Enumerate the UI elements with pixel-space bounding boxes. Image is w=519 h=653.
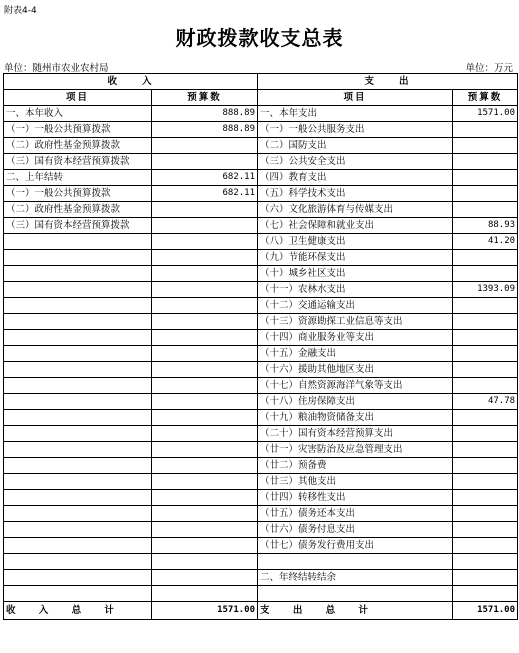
total-row	[4, 602, 518, 620]
income-item-label	[4, 586, 152, 602]
expense-item-value	[453, 138, 518, 154]
table-row	[4, 554, 518, 570]
income-item-value	[152, 506, 258, 522]
expense-item-label: （五）科学技术支出	[258, 186, 453, 202]
column-header-row	[4, 90, 518, 106]
table-row	[4, 586, 518, 602]
expense-item-label: （十三）资源勘探工业信息等支出	[258, 314, 453, 330]
income-item-value	[152, 346, 258, 362]
expense-item-value	[453, 202, 518, 218]
expense-item-label: （十八）住房保障支出	[258, 394, 453, 410]
income-item-label	[4, 314, 152, 330]
table-row	[4, 186, 518, 202]
table-row	[4, 378, 518, 394]
income-item-value: 682.11	[152, 170, 258, 186]
expense-item-label: （廿一）灾害防治及应急管理支出	[258, 442, 453, 458]
income-item-value	[152, 378, 258, 394]
expense-item-value	[453, 506, 518, 522]
income-item-value	[152, 410, 258, 426]
table-row	[4, 346, 518, 362]
expense-item-label: （廿四）转移性支出	[258, 490, 453, 506]
table-row	[4, 538, 518, 554]
income-item-value	[152, 298, 258, 314]
total-income-value: 1571.00	[152, 602, 258, 620]
total-expense-value: 1571.00	[453, 602, 518, 620]
expense-item-value	[453, 330, 518, 346]
income-item-label	[4, 394, 152, 410]
income-item-value	[152, 554, 258, 570]
expense-item-value: 41.20	[453, 234, 518, 250]
income-item-label	[4, 490, 152, 506]
expense-item-label: （八）卫生健康支出	[258, 234, 453, 250]
unit-currency: 单位：万元	[465, 63, 513, 74]
expense-item-value	[453, 154, 518, 170]
income-item-header: 项目	[4, 90, 152, 106]
expense-item-value	[453, 170, 518, 186]
income-item-label	[4, 458, 152, 474]
expense-item-label: （十六）援助其他地区支出	[258, 362, 453, 378]
expense-item-value	[453, 522, 518, 538]
income-item-label	[4, 330, 152, 346]
expense-header: 支 出	[258, 74, 518, 90]
income-item-value	[152, 426, 258, 442]
table-row	[4, 218, 518, 234]
income-item-label: 一、本年收入	[4, 106, 152, 122]
income-item-label	[4, 442, 152, 458]
income-item-value	[152, 362, 258, 378]
unit-org: 单位：随州市农业农村局	[4, 63, 109, 74]
income-item-value	[152, 394, 258, 410]
expense-item-value	[453, 570, 518, 586]
expense-item-label: （十九）粮油物资储备支出	[258, 410, 453, 426]
income-item-value	[152, 314, 258, 330]
income-item-value	[152, 570, 258, 586]
expense-item-label: （十七）自然资源海洋气象等支出	[258, 378, 453, 394]
income-budget-header: 预算数	[152, 90, 258, 106]
income-header: 收 入	[4, 74, 258, 90]
table-row	[4, 234, 518, 250]
income-item-label: （一）一般公共预算拨款	[4, 122, 152, 138]
table-row	[4, 458, 518, 474]
table-row	[4, 122, 518, 138]
expense-item-value	[453, 346, 518, 362]
expense-item-header: 项目	[258, 90, 453, 106]
expense-item-label: （一）一般公共服务支出	[258, 122, 453, 138]
income-item-label	[4, 522, 152, 538]
table-row	[4, 522, 518, 538]
income-item-label	[4, 570, 152, 586]
expense-item-value: 1571.00	[453, 106, 518, 122]
expense-item-label: （十二）交通运输支出	[258, 298, 453, 314]
expense-item-value	[453, 362, 518, 378]
table-row	[4, 138, 518, 154]
income-item-label	[4, 234, 152, 250]
expense-budget-header: 预算数	[453, 90, 518, 106]
income-item-value	[152, 538, 258, 554]
expense-item-value	[453, 426, 518, 442]
income-item-value	[152, 522, 258, 538]
table-row	[4, 474, 518, 490]
income-item-value	[152, 138, 258, 154]
income-item-label: （三）国有资本经营预算拨款	[4, 218, 152, 234]
income-item-value	[152, 154, 258, 170]
table-row	[4, 410, 518, 426]
expense-item-value	[453, 586, 518, 602]
table-row	[4, 282, 518, 298]
income-item-label	[4, 266, 152, 282]
table-row	[4, 330, 518, 346]
expense-item-value	[453, 378, 518, 394]
income-item-label	[4, 362, 152, 378]
income-item-label	[4, 538, 152, 554]
table-row	[4, 394, 518, 410]
income-item-value	[152, 218, 258, 234]
table-row	[4, 426, 518, 442]
income-item-value	[152, 282, 258, 298]
income-item-label: （一）一般公共预算拨款	[4, 186, 152, 202]
income-item-label	[4, 506, 152, 522]
income-item-label	[4, 378, 152, 394]
income-item-label	[4, 426, 152, 442]
expense-item-label	[258, 554, 453, 570]
page-title: 财政拨款收支总表	[175, 26, 344, 50]
income-item-value	[152, 458, 258, 474]
income-item-label	[4, 474, 152, 490]
income-item-value: 888.89	[152, 106, 258, 122]
income-item-value: 682.11	[152, 186, 258, 202]
table-row	[4, 298, 518, 314]
fiscal-summary-table	[3, 73, 518, 620]
income-item-label: 二、上年结转	[4, 170, 152, 186]
income-item-label	[4, 346, 152, 362]
total-expense-label: 支 出 总 计	[258, 602, 453, 620]
expense-item-label: （廿三）其他支出	[258, 474, 453, 490]
expense-item-label: （三）公共安全支出	[258, 154, 453, 170]
table-row	[4, 202, 518, 218]
table-row	[4, 362, 518, 378]
section-header-row	[4, 74, 518, 90]
expense-item-label	[258, 586, 453, 602]
income-item-value	[152, 250, 258, 266]
expense-item-value: 47.78	[453, 394, 518, 410]
income-item-label	[4, 410, 152, 426]
income-item-value	[152, 490, 258, 506]
expense-item-label: （九）节能环保支出	[258, 250, 453, 266]
expense-item-label: （十四）商业服务业等支出	[258, 330, 453, 346]
expense-item-label: （七）社会保障和就业支出	[258, 218, 453, 234]
table-row	[4, 506, 518, 522]
income-item-label: （二）政府性基金预算拨款	[4, 138, 152, 154]
income-item-value	[152, 330, 258, 346]
expense-item-value	[453, 410, 518, 426]
expense-item-label: （二）国防支出	[258, 138, 453, 154]
table-row	[4, 106, 518, 122]
expense-item-value	[453, 298, 518, 314]
expense-item-value	[453, 458, 518, 474]
table-row	[4, 442, 518, 458]
table-row	[4, 250, 518, 266]
expense-item-value: 1393.09	[453, 282, 518, 298]
expense-item-label: （廿六）债务付息支出	[258, 522, 453, 538]
expense-item-label: （六）文化旅游体育与传媒支出	[258, 202, 453, 218]
expense-item-label: （廿七）债务发行费用支出	[258, 538, 453, 554]
expense-item-label: （二十）国有资本经营预算支出	[258, 426, 453, 442]
expense-item-value	[453, 122, 518, 138]
expense-item-value	[453, 186, 518, 202]
expense-item-value	[453, 250, 518, 266]
expense-item-label: （十五）金融支出	[258, 346, 453, 362]
expense-item-value	[453, 554, 518, 570]
table-note: 附表4-4	[4, 6, 37, 16]
table-row	[4, 154, 518, 170]
table-row	[4, 570, 518, 586]
income-item-label	[4, 250, 152, 266]
expense-item-value	[453, 490, 518, 506]
income-item-label: （二）政府性基金预算拨款	[4, 202, 152, 218]
income-item-value	[152, 234, 258, 250]
expense-item-label: （廿二）预备费	[258, 458, 453, 474]
table-row	[4, 490, 518, 506]
expense-item-value	[453, 314, 518, 330]
income-item-label: （三）国有资本经营预算拨款	[4, 154, 152, 170]
income-item-value	[152, 202, 258, 218]
expense-item-label: （十）城乡社区支出	[258, 266, 453, 282]
expense-item-label: （十一）农林水支出	[258, 282, 453, 298]
expense-item-label: 一、本年支出	[258, 106, 453, 122]
income-item-value	[152, 474, 258, 490]
income-item-value	[152, 586, 258, 602]
income-item-label	[4, 298, 152, 314]
expense-item-value	[453, 442, 518, 458]
table-row	[4, 314, 518, 330]
expense-item-label: （四）教育支出	[258, 170, 453, 186]
expense-item-label: 二、年终结转结余	[258, 570, 453, 586]
table-row	[4, 170, 518, 186]
expense-item-value	[453, 474, 518, 490]
expense-item-value: 88.93	[453, 218, 518, 234]
income-item-value	[152, 442, 258, 458]
income-item-label	[4, 282, 152, 298]
table-row	[4, 266, 518, 282]
expense-item-label: （廿五）债务还本支出	[258, 506, 453, 522]
total-income-label: 收 入 总 计	[4, 602, 152, 620]
income-item-label	[4, 554, 152, 570]
expense-item-value	[453, 538, 518, 554]
expense-item-value	[453, 266, 518, 282]
income-item-value: 888.89	[152, 122, 258, 138]
income-item-value	[152, 266, 258, 282]
